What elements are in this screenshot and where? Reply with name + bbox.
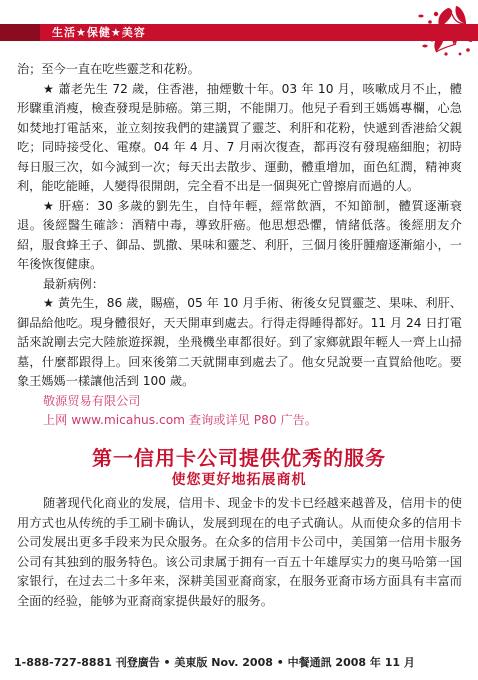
page-header xyxy=(0,0,478,62)
article-paragraph: ★ 黃先生，86 歲，賜癌，05 年 10 月手術、術後女兒買靈芝、果味、利肝、御品給他吃。現身體很好，天天開車到處去。行得走得睡得都好。11 月 24 日打電話來說剛去完大陸旅遊探親，坐飛機坐車都很好。到了家鄉就跟年輕人一齊上山掃墓，什麼都跟得上。回來後第二天就開車到處去了。他女兒說要一直買給他吃。要象王媽媽一樣讓他活到 100 歲。 xyxy=(17,296,462,388)
page-footer: 1-888-727-8881 刊登廣告 • 美東版 Nov. 2008 • 中餐通訊 2008 年 11 月 xyxy=(14,656,415,669)
article-paragraph: 治；至今一直在吃些靈芝和花粉。 xyxy=(17,62,200,76)
article-paragraph: ★ 肝癌：30 多歲的劉先生，自恃年輕，經常飲酒，不知節制，體質逐漸衰退。後經醫生確診：酒精中毒，導致肝癌。他思想恐懼，情緒低落。後經朋友介紹，服食蜂王子、御品、凱撒、果味和靈芝、利肝，三個月後肝腫瘤逐漸縮小，一年後恢復健康。 xyxy=(17,198,462,271)
article-subtitle: 使您更好地拓展商机 xyxy=(171,472,307,488)
article-paragraph: ★ 蕭老先生 72 歲，住香港，抽煙數十年。03 年 10 月，咳嗽成月不止，體形驟重消瘦，檢查發現是肺癌。第三期，不能開刀。他兒子看到王媽媽專欄，心急如焚地打電話來，並立刻按我們的建議買了靈芝、利肝和花粉，快遞到香港給父親吃；同時接受化、電療。04 年 4 月、7 月兩次復查，都再沒有發現癌細胞；初時每日服三次，如今減到一次；每天出去散步、運動，體重增加，面色紅潤，精神爽利，能吃能睡，人變得很開朗，完全看不出是一個與死亡曾擦肩而過的人。 xyxy=(17,81,462,193)
section-label: 生活★保健★美容 xyxy=(52,26,146,39)
header-bar-accent xyxy=(0,24,40,41)
article-paragraph: 随著现代化商业的发展，信用卡、现金卡的发卡已经越来越普及，信用卡的使用方式也从传统的手工刷卡确认，发展到现在的电子式确认。从而使众多的信用卡公司发展出更多手段来为民众服务。在众多的信用卡公司中，美国第一信用卡服务公司有其独到的服务特色。该公司隶属于拥有一百五十年雄厚实力的奥马哈第一国家银行，在过去二十多年来，深耕美国亚裔商家，在服务亚裔市场方面具有丰富而全面的经验，能够为亚裔商家提供最好的服务。 xyxy=(17,496,462,608)
company-website-link[interactable]: 上网 www.micahus.com 查询或详见 P80 广告。 xyxy=(43,413,318,427)
article-title: 第一信用卡公司提供优秀的服务 xyxy=(92,446,386,470)
article-body-2 xyxy=(17,494,462,611)
floral-ornament-icon xyxy=(396,2,474,58)
case-heading: 最新病例： xyxy=(43,276,104,291)
company-name: 敬源贸易有限公司 xyxy=(43,393,141,408)
article-body xyxy=(17,60,462,431)
